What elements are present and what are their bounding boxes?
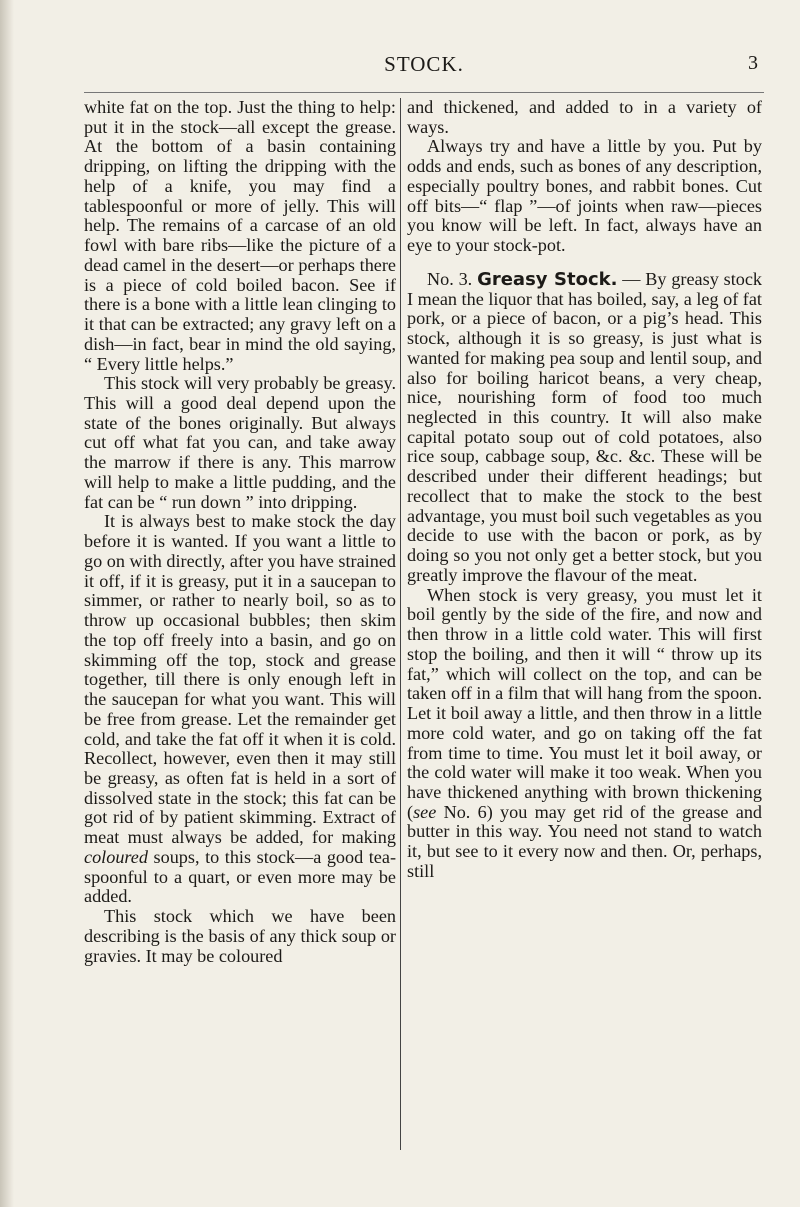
left-column xyxy=(84,98,396,966)
header-rule xyxy=(84,92,764,93)
right-column xyxy=(407,98,762,882)
paragraph: and thickened, and added to in a variety of ways. xyxy=(407,97,762,137)
emphasis: see xyxy=(413,801,437,822)
paragraph-text: It is always best to make stock the day before it is wanted. If you want a little to go on with directly, after you have strained it off, if it is greasy, put it in a saucepan to simmer, or rather to nearly boil, so as to throw up occasional bubbles; then skim the top off freely into a basin, and go on skimming off the top, stock and grease together, till there is only enough left in the saucepan for what you want. This will be free from grease. Let the remainder get cold, and take the fat off it when it is cold. Recollect, however, even then it may still be greasy, as often fat is held in a sort of dissolved state in the stock; this fat can be got rid of by patient skimming. Extract of meat must always be added, for making xyxy=(84,511,396,848)
paragraph: This stock which we have been describing is the basis of any thick soup or gravies. It may be coloured xyxy=(84,906,396,966)
paragraph xyxy=(84,512,396,907)
spacer xyxy=(407,256,762,270)
paragraph: white fat on the top. Just the thing to help: put it in the stock—all except the grease. At the bottom of a basin containing dripping, on lifting the dripping with the help of a knife, you may find a tablespoonful or more of jelly. This will help. The remains of a carcase of an old fowl with bare ribs—like the picture of a dead camel in the desert—or perhaps there is a piece of cold boiled bacon. See if there is a bone with a little lean clinging to it that can be extracted; any gravy left on a dish—in fact, bear in mind the old saying, “ Every little helps.” xyxy=(84,97,396,374)
section-paragraph xyxy=(407,270,762,586)
running-head: STOCK. xyxy=(384,52,464,76)
emphasis: coloured xyxy=(84,846,148,867)
paragraph-text: When stock is very greasy, you must let it boil gently by the side of the fire, and now and then throw in a little cold water. This will first stop the boiling, and then it will “ throw up its fat,” which will collect on the top, and can be taken off in a film that will hang from the spoon. Let it boil away a little, and then throw in a little more cold water, and go on taking off the fat from time to time. You must let it boil away, or the cold water will make it too weak. When you have thickened anything with brown thickening ( xyxy=(407,584,762,822)
section-number: No. 3. xyxy=(427,268,473,289)
binding-shadow xyxy=(0,0,14,1207)
section-heading: Greasy Stock. xyxy=(477,268,618,290)
paragraph: This stock will very probably be greasy. This will a good deal depend upon the state of the bones originally. But always cut off what fat you can, and take away the marrow if there is any. This marrow will help to make a little pudding, and the fat can be “ run down ” into dripping. xyxy=(84,373,396,512)
paragraph-text: — By greasy stock I mean the liquor that has boiled, say, a leg of fat pork, or a piece of bacon, or a pig’s head. This stock, although it is so greasy, is just what is wanted for making pea soup and lentil soup, and also for boiling haricot beans, a very cheap, nice, nourishing form of food too much neglected in this country. It will also make capital potato soup out of cold potatoes, also rice soup, cabbage soup, &c. &c. These will be described under their different headings; but recollect that to make the stock to the best advantage, you must boil such vegetables as you decide to use with the bacon or pork, as by doing so you not only get a better stock, but you greatly improve the flavour of the meat. xyxy=(407,268,763,585)
paragraph-text: No. 6) you may get rid of the grease and butter in this way. You need not stand to watch it, but see to it every now and then. Or, perhaps, still xyxy=(407,801,763,881)
column-divider xyxy=(400,98,401,1150)
page-number: 3 xyxy=(748,52,758,74)
page-header xyxy=(84,52,764,82)
paragraph xyxy=(407,586,762,882)
paragraph: Always try and have a little by you. Put by odds and ends, such as bones of any description, especially poultry bones, and rabbit bones. Cut off bits—“ flap ”—of joints when raw—pieces you know will be left. In fact, always have an eye to your stock-pot. xyxy=(407,136,762,256)
paragraph-text: soups, to this stock—a good tea-spoonful to a quart, or even more may be added. xyxy=(84,846,396,907)
